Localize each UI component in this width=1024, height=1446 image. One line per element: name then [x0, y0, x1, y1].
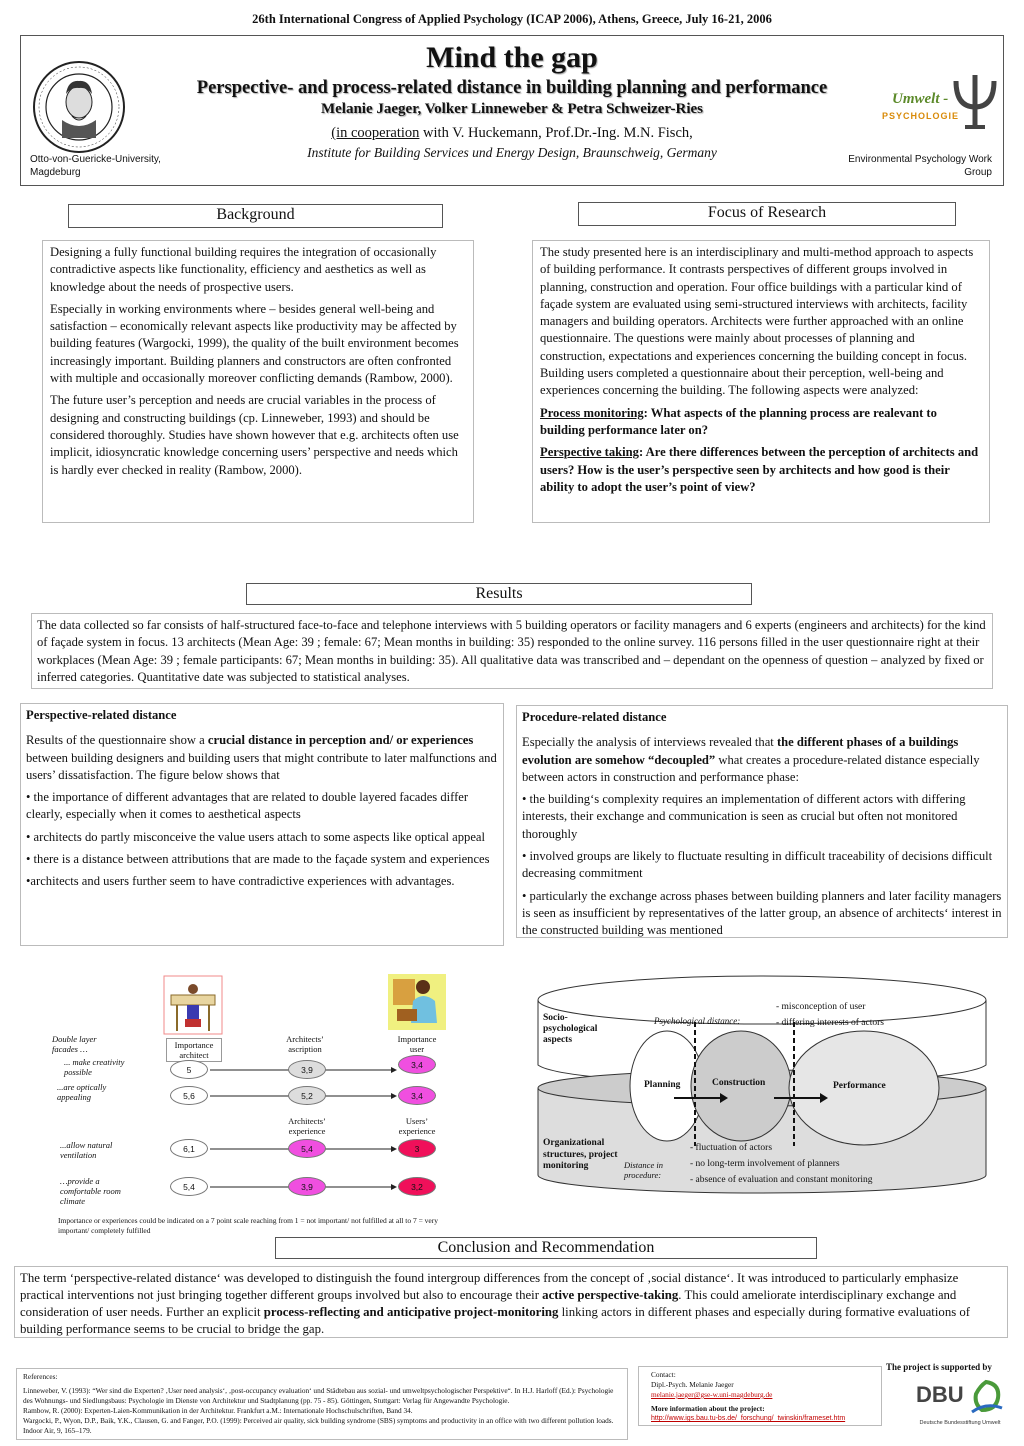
misconception-label: - misconception of user: [776, 1002, 866, 1012]
perspective-taking-label: Perspective taking: [540, 445, 639, 460]
perspective-taking-text: : Are there differences between the perception of architects and users? How is the user’s perspective seen by architects and how good is their ability to adopt the user’s point of view?: [540, 445, 979, 494]
value-oval: 6,1: [170, 1139, 208, 1158]
poster-title: Mind the gap: [426, 41, 598, 74]
background-heading: Background: [68, 204, 443, 228]
construction-label: Construction: [712, 1078, 766, 1088]
psychologie-logo-text: PSYCHOLOGIE: [882, 111, 960, 121]
perspective-bullet: • there is a distance between attributions that are made to the façade system and experiences: [26, 852, 490, 867]
more-info-label: More information about the project:: [651, 1404, 765, 1413]
reference-item: Linneweber, V. (1993): “Wer sind die Experten? ‚User need analysis‘, ‚post-occupancy evaluation‘ und Städtebau aus sozial- und umweltpsychologischer Perspektive“. In H.J. Harloff (Ed.): Psychologie des Wohnungs- und Siedlungsbaus: Psychologie im Dienste von Architektur und Stadtplanung (pp. 75 - 85). Göttingen, Stuttgart: Verlag für Angewandte Psychologie.: [23, 1386, 614, 1405]
process-monitoring-label: Process monitoring: [540, 405, 644, 420]
procedure-heading: Procedure-related distance: [522, 710, 667, 724]
contact-name: Dipl.-Psych. Melanie Jaeger: [651, 1380, 734, 1389]
value-oval: 3,4: [398, 1086, 436, 1105]
results-heading: Results: [246, 583, 752, 605]
value-oval: 5,4: [170, 1177, 208, 1196]
row-label-ventilation: ...allow natural ventilation: [60, 1140, 113, 1160]
dbu-logo-subtext: Deutsche Bundesstiftung Umwelt: [919, 1420, 1001, 1426]
value-oval: 5,4: [288, 1139, 326, 1158]
references-label: References:: [23, 1372, 58, 1381]
dbu-logo: [912, 1376, 1008, 1432]
organizational-label: Organizational structures, project monitoring: [543, 1138, 618, 1171]
right-affiliation: Environmental Psychology Work Group: [848, 154, 992, 178]
background-p3: The future user’s perception and needs are crucial variables in the process of designing and constructing buildings (cp. Linneweber, 1993) and should be considered thoroughly. Studies have shown however that e.g. architects often use implicit, idiosyncratic knowledge concerning users’ perspective and needs which is hardly ever checked in reality (Rambow, 2000).: [50, 393, 459, 477]
figure1-note: Importance or experiences could be indicated on a 7 point scale reaching from 1 = not important/ not fulfilled at all to 7 = very important/ completely fulfilled: [58, 1216, 439, 1235]
conclusion-heading: Conclusion and Recommendation: [275, 1237, 817, 1259]
reference-item: Rambow, R. (2000): Experten-Laien-Kommunikation in der Architektur. Frankfurt a.M.: Internationale Hochschulschriften, Band 34.: [23, 1406, 413, 1415]
row-label-room-climate: …provide a comfortable room climate: [60, 1176, 121, 1206]
focus-heading: Focus of Research: [578, 202, 956, 226]
contact-email[interactable]: melanie.jaeger@gse-w.uni-magdeburg.de: [651, 1390, 773, 1399]
congress-line: 26th International Congress of Applied Psychology (ICAP 2006), Athens, Greece, July 16-21, 2006: [252, 12, 772, 26]
value-oval: 5,2: [288, 1086, 326, 1105]
poster-subtitle: Perspective- and process-related distance in building planning and performance: [196, 78, 828, 98]
row-group-label: Double layer facades …: [52, 1034, 97, 1054]
process-monitoring-text: : What aspects of the planning process are realevant to building performance later on?: [540, 405, 937, 437]
focus-p1: The study presented here is an interdisciplinary and multi-method approach to aspects of building performance. It contrasts perspectives of different groups involved in planning, construction and operation. Four office buildings with a particular kind of façade system are evaluated using semi-structured interviews with architects, facility managers and building operators. Architects were further approached with an online questionnaire. The questions were mainly about processes of planning and construction, expectations and experiences concerning the building concept in focus. Building users completed a questionnaire about their perception, well-being and experiences concerning the building. The following aspects were analyzed:: [540, 245, 974, 398]
perspective-heading: Perspective-related distance: [26, 708, 177, 722]
background-p1: Designing a fully functional building requires the integration of occasionally contradictive aspects like functionality, efficiency and aesthetics as well as knowledge about the needs of prospective users.: [50, 245, 437, 294]
results-box: The data collected so far consists of half-structured face-to-face and telephone interviews with 5 building operators or facility managers and 6 experts (engineers and architects) for the kind of façade system in focus. 13 architects (Mean Age: 39 ; female: 67; Mean months in building: 35) responded to the online survey. 116 persons filled in the user questionnaire right at their workplaces (Mean Age: 39 ; female participants: 67; Mean months in building: 35). All qualitative data was transcribed and – dependant on the openness of question – analyzed by fixed or inferred categories. Quantitative date was subjected to statistical analyses.: [31, 613, 993, 689]
conclusion-box: The term ‘perspective-related distance‘ was developed to distinguish the found intergroup differences from the concept of ‚social distance‘. It was introduced to particularly emphasize practical interventions not just bringing together different groups involved but also to encourage their active perspective-taking. This could ameliorate interdisciplinary exchange and consideration of user needs. Further an explicit process-reflecting and anticipative project-monitoring linking actors in different phases and especially during formative evaluations of building performance seems to be crucial to bridge the gap.: [14, 1266, 1008, 1338]
procedure-bullet: • the building‘s complexity requires an implementation of different actors with differing interests, their exchange and communication is seen as crucial but often not monitored thoroughly: [522, 792, 966, 841]
value-oval: 3,9: [288, 1060, 326, 1079]
absence-evaluation-label: - absence of evaluation and constant monitoring: [690, 1175, 873, 1185]
background-p2: Especially in working environments where – besides general well-being and satisfaction – economically relevant aspects like productivity may be affected by building features (Wargocki, 1999), the quality of the built environment becomes increasingly important. Building planners and constructors are often confronted with multiple and occasionally moreover conflicting demands (Rambow, 2000).: [50, 301, 459, 386]
no-involvement-label: - no long-term involvement of planners: [690, 1159, 840, 1169]
row-label-creativity: ... make creativity possible: [64, 1057, 125, 1077]
procedure-bullet: • particularly the exchange across phases between building planners and later facility managers is seen as insufficient by representatives of the latter group, an absence of architects‘ interest in the constructed building was mentioned: [522, 888, 1002, 938]
perspective-bullet: • architects do partly misconceive the value users attach to some aspects like optical appeal: [26, 829, 486, 844]
distance-procedure-label: Distance in procedure:: [624, 1160, 663, 1180]
performance-label: Performance: [833, 1081, 886, 1091]
value-oval: 3,2: [398, 1177, 436, 1196]
row-label-appealing: ...are optically appealing: [57, 1082, 107, 1102]
planning-label: Planning: [644, 1080, 681, 1090]
cooperation-underlined: (in cooperation: [331, 125, 420, 141]
col-importance-architect: Importance architect: [166, 1038, 222, 1062]
col-architects-experience: Architects’ experience: [288, 1116, 326, 1136]
value-oval: 3,9: [288, 1177, 326, 1196]
col-importance-user: Importance user: [397, 1034, 437, 1054]
col-architects-ascription: Architects’ ascription: [286, 1034, 324, 1054]
cooperation-text: with V. Huckemann, Prof.Dr.-Ing. M.N. Fisch,: [419, 125, 693, 141]
socio-psychological-label: Socio-psychological aspects: [543, 1013, 598, 1045]
procedure-intro: Especially the analysis of interviews revealed that the different phases of a buildings evolution are somehow “decoupled” what creates a procedure-related distance especially between actors in construction and performance phase:: [522, 735, 980, 784]
references-box: [16, 1368, 628, 1440]
umwelt-logo-text: Umwelt -: [892, 91, 949, 107]
value-oval: 5: [170, 1060, 208, 1079]
perspective-bullet: • the importance of different advantages that are related to double layered facades differ clearly, especially when it comes to aesthetical aspects: [26, 790, 469, 822]
poster-institute: Institute for Building Services und Energy Design, Braunschweig, Germany: [307, 145, 717, 160]
value-oval: 5,6: [170, 1086, 208, 1105]
project-url[interactable]: http://www.igs.bau.tu-bs.de/_forschung/_twinskin/frameset.htm: [651, 1415, 846, 1422]
value-oval: 3,4: [398, 1055, 436, 1074]
procedure-bullet: • involved groups are likely to fluctuate resulting in difficult traceability of decisions difficult decreasing commitment: [522, 849, 993, 881]
value-oval: 3: [398, 1139, 436, 1158]
differing-interests-label: - differing interests of actors: [776, 1018, 884, 1028]
contact-box: [638, 1366, 882, 1426]
perspective-intro: Results of the questionnaire show a crucial distance in perception and/ or experiences between building designers and building users that might contribute to later malfunctions and users’ dissatisfaction. The figure below shows that: [26, 733, 497, 782]
col-users-experience: Users’ experience: [398, 1116, 436, 1136]
supported-by-label: The project is supported by: [886, 1362, 992, 1372]
reference-item: Wargocki, P., Wyon, D.P., Baik, Y.K., Clausen, G. and Fanger, P.O. (1999): Perceived air quality, sick building syndrome (SBS) symptoms and productivity in an office with two different pollution loads. Indoor Air, 9, 165–179.: [23, 1416, 614, 1435]
perspective-bullet: •architects and users further seem to have contradictive experiences with advantages.: [26, 874, 455, 889]
left-affiliation: Otto-von-Guericke-University, Magdeburg: [30, 154, 161, 178]
psychological-distance-label: Psychological distance:: [654, 1016, 741, 1026]
poster-authors: Melanie Jaeger, Volker Linneweber & Petra Schweizer-Ries: [320, 101, 703, 117]
contact-label: Contact:: [651, 1370, 676, 1379]
dbu-leaf-icon: [968, 1378, 1004, 1414]
dbu-logo-text: DBU: [916, 1382, 964, 1407]
fluctuation-label: - fluctuation of actors: [690, 1143, 773, 1153]
